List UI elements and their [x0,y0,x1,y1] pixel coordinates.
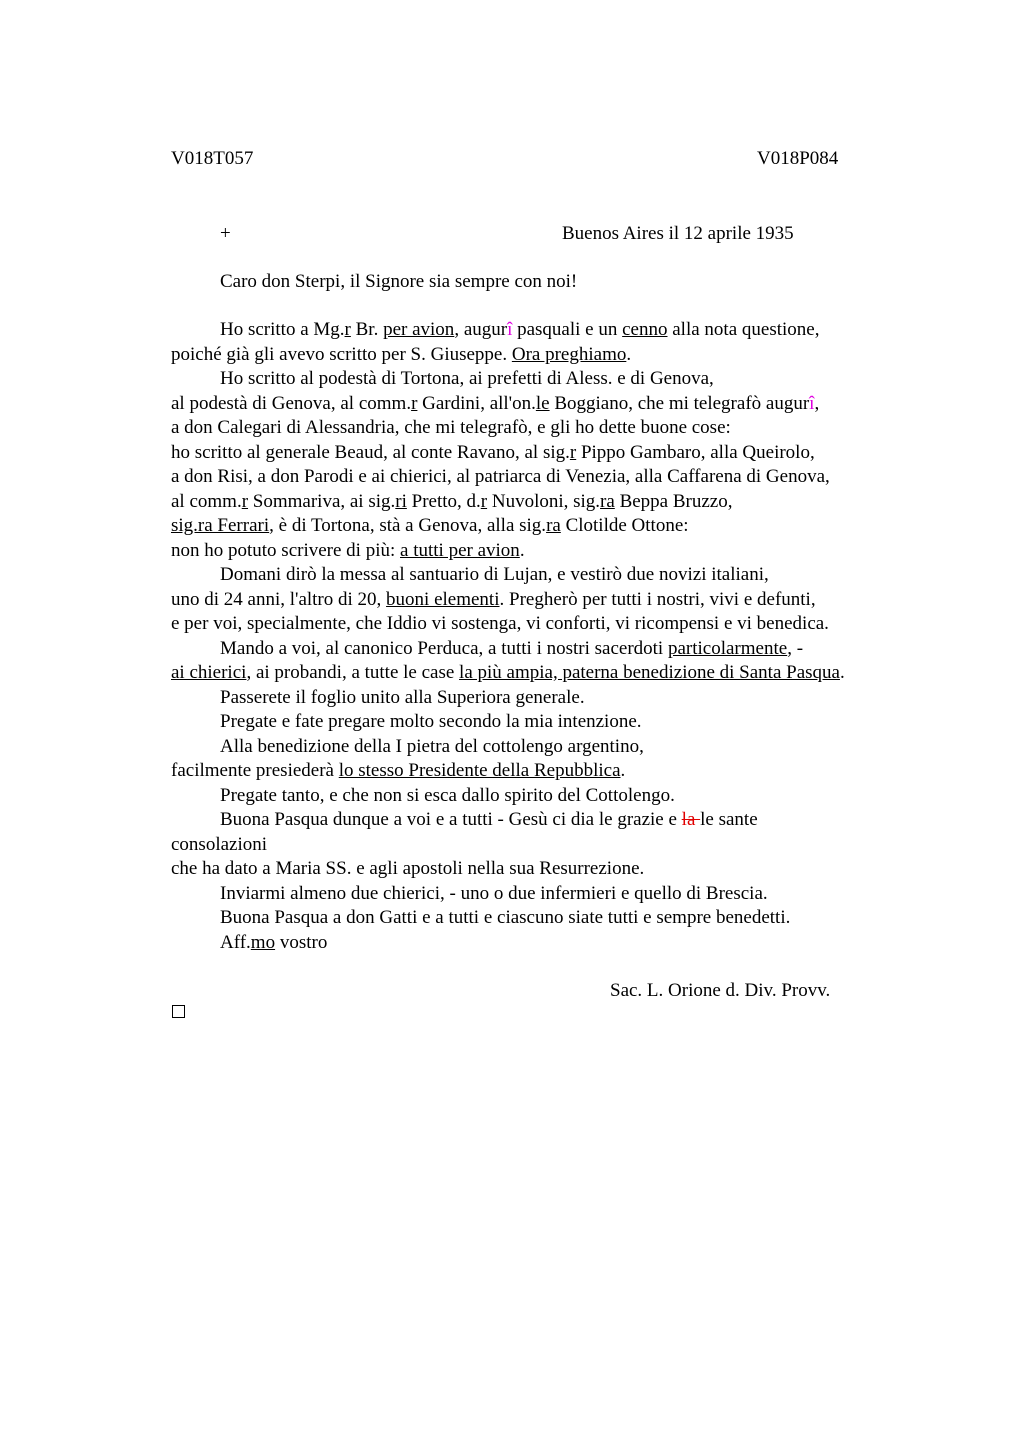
text-run: Passerete il foglio unito alla Superiora generale. [220,686,585,708]
salutation: Caro don Sterpi, il Signore sia sempre con noi! [220,271,578,292]
text-run: Gardini, all'on. [417,392,536,414]
text-run: Inviarmi almeno due chierici, - uno o due infermieri e quello di Brescia. [220,882,768,904]
text-run: . [839,662,845,683]
letter-line [171,786,931,811]
text-run: Pregate tanto, e che non si esca dallo spirito del Cottolengo. [220,784,675,806]
text-run: a don Risi, a don Parodi e ai chierici, al patriarca di Venezia, alla Caffarena di Genova, [171,466,830,487]
text-run: consolazioni [171,833,268,855]
text-run: le sante [700,809,758,830]
text-run: vostro [275,931,328,953]
text-run: Pippo Gambaro, alla Queirolo, [576,441,815,463]
text-run: Pretto, d. [406,490,481,512]
text-run: ho scritto al generale Beaud, al conte Ravano, al sig. [171,441,570,463]
underlined-text: buoni elementi [386,588,500,610]
text-run: al podestà di Genova, al comm. [171,392,412,414]
text-run: Ho scritto al podestà di Tortona, ai prefetti di Aless. e di Genova, [220,368,714,389]
letter-line [171,516,931,541]
underlined-text: r [411,392,418,414]
underlined-text: Ora preghiamo [511,343,627,365]
underlined-text: r [241,490,249,512]
text-run: poiché già gli avevo scritto per S. Giuseppe. [171,343,512,365]
text-run: Clotilde Ottone: [560,515,689,536]
text-run: . [620,760,626,781]
letter-line [171,761,931,786]
underlined-text: sig.ra Ferrari [171,515,270,536]
letter-line [171,810,931,835]
document-code-left: V018T057 [171,148,254,169]
text-run: Ho scritto a Mg. [220,319,345,340]
accent-mark: î [507,319,513,340]
text-run: facilmente presiederà [171,760,339,781]
signature: Sac. L. Orione d. Div. Provv. [610,980,831,1001]
letter-line [171,737,931,762]
document-code-right: V018P084 [757,148,839,169]
text-run: , è di Tortona, stà a Genova, alla sig. [269,515,547,536]
underlined-text: ri [395,490,407,512]
underlined-text: mo [250,931,276,953]
deleted-text: la [681,809,701,830]
text-run: al comm. [171,490,242,512]
letter-line [171,492,931,517]
underlined-text: lo stesso Presidente della Repubblica [338,760,621,781]
cross-mark: + [220,223,231,244]
place-date: Buenos Aires il 12 aprile 1935 [562,223,794,244]
letter-body [171,320,931,957]
text-run: Nuvoloni, sig. [487,490,601,512]
text-run: a don Calegari di Alessandria, che mi telegrafò, e gli ho dette buone cose: [171,417,731,438]
underlined-text: r [344,319,351,340]
text-run: Buona Pasqua dunque a voi e a tutti - Gesù ci dia le grazie e [220,809,682,830]
text-run: . Pregherò per tutti i nostri, vivi e defunti, [499,588,816,610]
underlined-text: per avion [383,319,455,340]
letter-line [171,443,931,468]
text-run: . [519,539,525,561]
letter-line [171,859,931,884]
underlined-text: le [535,392,550,414]
underlined-text: particolarmente [667,637,788,659]
letter-line [171,614,931,639]
letter-line [171,590,931,615]
text-run: Aff. [220,931,251,953]
letter-line [171,394,931,419]
text-run: . [626,343,632,365]
letter-line [171,639,931,664]
letter-line [171,565,931,590]
text-run: uno di 24 anni, l'altro di 20, [171,588,387,610]
letter-line [171,835,931,860]
underlined-text: ra [600,490,615,512]
letter-line [171,933,931,958]
letter-line [171,320,931,345]
text-run: e per voi, specialmente, che Iddio vi sostenga, vi conforti, vi ricompensi e vi benedica. [171,613,829,634]
text-run: Domani dirò la messa al santuario di Lujan, e vestirò due novizi italiani, [220,564,769,585]
text-run: pasquali e un [512,319,623,340]
text-run: Alla benedizione della I pietra del cottolengo argentino, [220,735,644,757]
text-run: , - [787,637,804,659]
text-run: , [814,392,820,414]
text-run: non ho potuto scrivere di più: [171,539,401,561]
letter-line [171,908,931,933]
underlined-text: ai chierici [171,662,247,683]
text-run: Beppa Bruzzo, [614,490,733,512]
letter-line [171,541,931,566]
text-run: , augur [454,319,508,340]
text-run: , ai probandi, a tutte le case [246,662,460,683]
text-run: Pregate e fate pregare molto secondo la mia intenzione. [220,711,642,732]
underlined-text: la più ampia, paterna benedizione di Santa Pasqua [459,662,840,683]
underlined-text: r [480,490,488,512]
letter-line [171,369,931,394]
text-run: Mando a voi, al canonico Perduca, a tutti i nostri sacerdoti [220,637,668,659]
text-run: Sommariva, ai sig. [248,490,396,512]
letter-line [171,345,931,370]
underlined-text: r [569,441,577,463]
end-square-icon [172,1005,185,1018]
letter-line [171,884,931,909]
text-run: Boggiano, che mi telegrafò augur [549,392,810,414]
letter-line [171,712,931,737]
accent-mark: î [809,392,815,414]
underlined-text: cenno [622,319,668,340]
text-run: che ha dato a Maria SS. e agli apostoli nella sua Resurrezione. [171,858,645,879]
text-run: Buona Pasqua a don Gatti e a tutti e ciascuno siate tutti e sempre benedetti. [220,907,791,928]
letter-line [171,467,931,492]
letter-line [171,688,931,713]
text-run: Br. [350,319,384,340]
underlined-text: a tutti per avion [400,539,520,561]
underlined-text: ra [546,515,561,536]
text-run: alla nota questione, [667,319,820,340]
letter-line [171,663,931,688]
letter-line [171,418,931,443]
